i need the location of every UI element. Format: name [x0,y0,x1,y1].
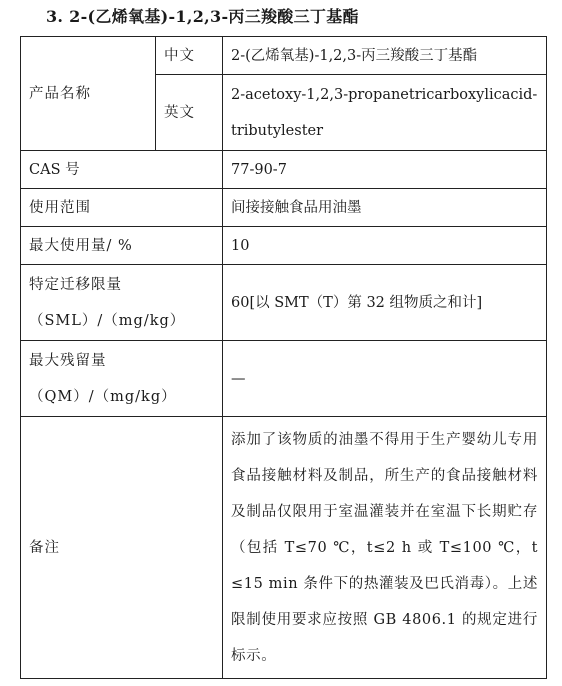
table-row-max-usage [21,227,547,265]
chinese-label: 中文 [156,37,223,75]
qm-label-line-1: 最大残留量 [29,352,107,369]
english-label: 英文 [156,75,223,151]
max-usage-label: 最大使用量/ % [21,227,223,265]
chinese-name-value: 2-(乙烯氧基)-1,2,3-丙三羧酸三丁基酯 [223,37,547,75]
scope-label: 使用范围 [21,189,223,227]
sml-label-line-1: 特定迁移限量 [29,276,122,293]
table-row-cas [21,151,547,189]
qm-value: — [223,341,547,417]
table-row-remarks [21,417,547,679]
table-row-qm [21,341,547,417]
section-title: 3. 2-(乙烯氧基)-1,2,3-丙三羧酸三丁基酯 [46,7,359,26]
scope-value: 间接接触食品用油墨 [223,189,547,227]
remarks-label: 备注 [21,417,223,679]
product-name-label: 产品名称 [21,37,156,151]
max-usage-value: 10 [223,227,547,265]
qm-label [21,341,223,417]
english-name-line-2: tributylester [231,122,324,139]
cas-label: CAS 号 [21,151,223,189]
cas-value: 77-90-7 [223,151,547,189]
sml-label [21,265,223,341]
english-name-value [223,75,547,151]
table-row-scope [21,189,547,227]
table-row-sml [21,265,547,341]
specification-table [20,36,547,679]
qm-label-line-2: （QM）/（mg/kg） [29,388,177,405]
table-row-chinese-name [21,37,547,75]
sml-value: 60[以 SMT（T）第 32 组物质之和计] [223,265,547,341]
remarks-value: 添加了该物质的油墨不得用于生产婴幼儿专用食品接触材料及制品，所生产的食品接触材料及制品仅限用于室温灌装并在室温下长期贮存（包括 T≤70 ℃，t≤2 h 或 T≤100 ℃，t≤15 min 条件下的热灌装及巴氏消毒）。上述限制使用要求应按照 GB 4806.1 的规定进行标示。 [223,417,547,679]
sml-label-line-2: （SML）/（mg/kg） [29,312,186,329]
english-name-line-1: 2-acetoxy-1,2,3-propanetricarboxylicacid- [231,86,538,103]
